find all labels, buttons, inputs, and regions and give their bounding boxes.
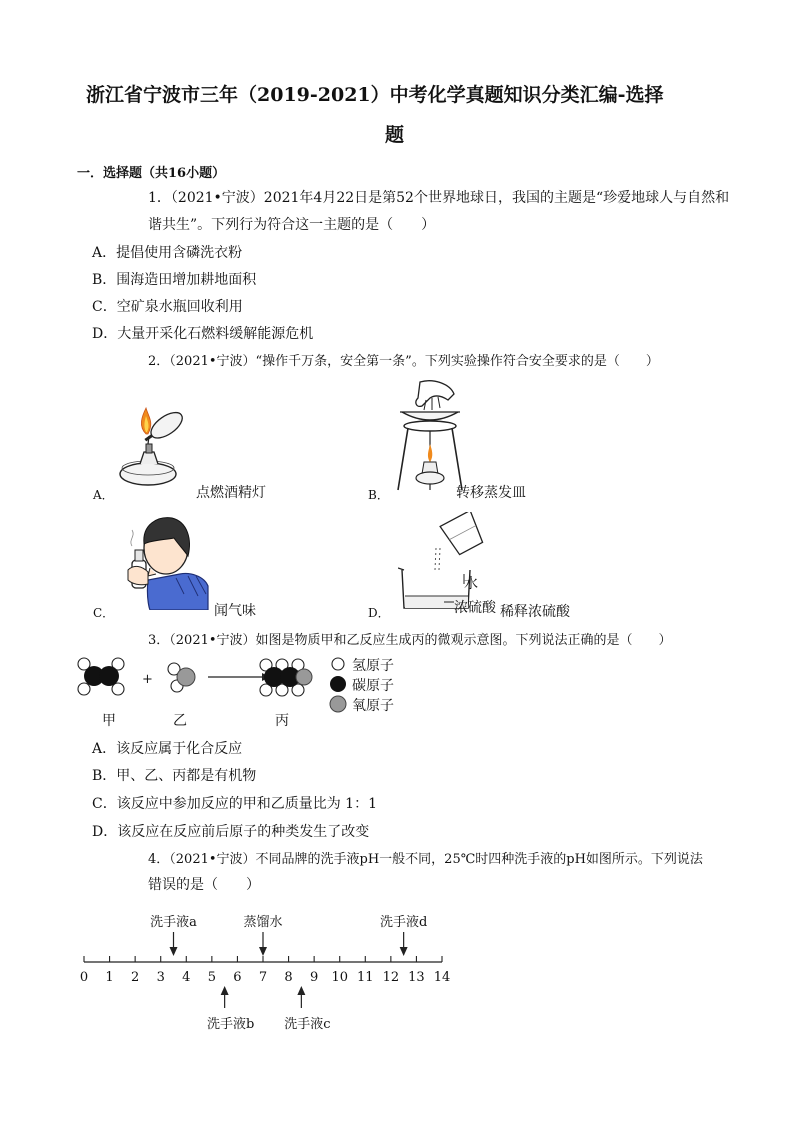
q2-option-d-acid-label: 浓硫酸: [454, 600, 496, 616]
q2-option-a-letter: A．: [93, 488, 114, 502]
ph-marker-arrowhead: [400, 947, 408, 956]
ph-marker-label: 洗手液d: [379, 915, 428, 930]
ph-marker-label: 蒸馏水: [243, 915, 283, 930]
q4-stem-line2: 错误的是（ ）: [148, 877, 260, 893]
ph-scale-diagram: [0, 896, 794, 1046]
q2-option-d-letter: D．: [368, 606, 390, 620]
ph-tick-label: 6: [233, 970, 242, 985]
q3-option-a: A．该反应属于化合反应: [92, 741, 243, 757]
legend-hydrogen-label: 氢原子: [352, 658, 394, 674]
evaporating-dish-illustration: [390, 378, 470, 496]
q3-plus-sign: +: [142, 672, 153, 687]
label-yi: 乙: [173, 713, 187, 729]
smelling-gas-illustration: [118, 510, 210, 610]
page-title-continued: 题: [385, 124, 405, 146]
legend-hydrogen-marker: [332, 658, 344, 670]
q1-option-d: D．大量开采化石燃料缓解能源危机: [92, 326, 314, 342]
ph-marker-arrowhead: [221, 986, 229, 995]
legend-carbon-label: 碳原子: [352, 678, 394, 694]
q3-option-d: D．该反应在反应前后原子的种类发生了改变: [92, 824, 370, 840]
q2-option-b-letter: B．: [368, 488, 389, 502]
ph-marker-label: 洗手液b: [206, 1017, 255, 1032]
q1-option-c: C．空矿泉水瓶回收利用: [92, 299, 243, 315]
q2-option-d-water-label: 水: [464, 576, 478, 592]
legend-oxygen-marker: [330, 696, 346, 712]
ph-tick-label: 10: [331, 970, 348, 985]
ph-tick-label: 4: [182, 970, 191, 985]
legend-oxygen-label: 氧原子: [352, 698, 394, 714]
ph-tick-label: 7: [258, 970, 268, 985]
ph-marker-arrowhead: [170, 947, 178, 956]
q2-option-c-caption: 闻气味: [214, 603, 256, 619]
ph-tick-label: 14: [433, 970, 451, 985]
ph-tick-label: 0: [79, 970, 89, 985]
ph-tick-label: 2: [131, 970, 140, 985]
molecule-jia: [78, 658, 124, 695]
ph-marker-label: 洗手液c: [284, 1017, 331, 1032]
legend-carbon-marker: [330, 676, 346, 692]
q2-option-d-caption: 稀释浓硫酸: [500, 604, 570, 620]
ph-marker-arrowhead: [259, 947, 267, 956]
q2-stem: 2．（2021•宁波）“操作千万条，安全第一条”。下列实验操作符合安全要求的是（ ）: [148, 354, 659, 369]
q1-option-b: B．围海造田增加耕地面积: [92, 272, 257, 288]
molecule-bing: [260, 659, 312, 696]
ph-marker-arrowhead: [297, 986, 305, 995]
q2-option-c-letter: C．: [93, 606, 115, 620]
page-title: 浙江省宁波市三年（2019-2021）中考化学真题知识分类汇编-选择: [86, 84, 664, 106]
q2-option-b-caption: 转移蒸发皿: [456, 485, 526, 501]
ph-tick-label: 8: [284, 970, 293, 985]
ph-tick-label: 11: [357, 970, 374, 985]
q2-option-a-caption: 点燃酒精灯: [196, 485, 266, 501]
ph-tick-label: 13: [408, 970, 425, 985]
q1-option-a: A．提倡使用含磷洗衣粉: [92, 245, 243, 261]
alcohol-lamp-illustration: [108, 404, 196, 490]
label-jia: 甲: [102, 713, 116, 729]
q3-option-c: C．该反应中参加反应的甲和乙质量比为 1：1: [92, 796, 377, 812]
q4-stem-line1: 4．（2021•宁波）不同品牌的洗手液pH一般不同，25℃时四种洗手液的pH如图所示。下列说法: [148, 852, 703, 867]
q3-stem: 3．（2021•宁波）如图是物质甲和乙反应生成丙的微观示意图。下列说法正确的是（ ）: [148, 633, 672, 648]
q1-stem-line2: 谐共生”。下列行为符合这一主题的是（ ）: [148, 217, 436, 233]
label-bing: 丙: [275, 713, 289, 729]
ph-tick-label: 3: [156, 970, 165, 985]
ph-tick-label: 5: [207, 970, 216, 985]
ph-tick-label: 1: [105, 970, 114, 985]
q1-stem-line1: 1．（2021•宁波）2021年4月22日是第52个世界地球日，我国的主题是“珍爱地球人与自然和: [148, 190, 730, 206]
molecule-yi: [168, 663, 195, 692]
ph-marker-label: 洗手液a: [150, 915, 197, 930]
ph-tick-label: 9: [310, 970, 319, 985]
q3-option-b: B．甲、乙、丙都是有机物: [92, 768, 257, 784]
section-heading: 一．选择题（共16小题）: [77, 166, 226, 181]
ph-tick-label: 12: [382, 970, 400, 985]
